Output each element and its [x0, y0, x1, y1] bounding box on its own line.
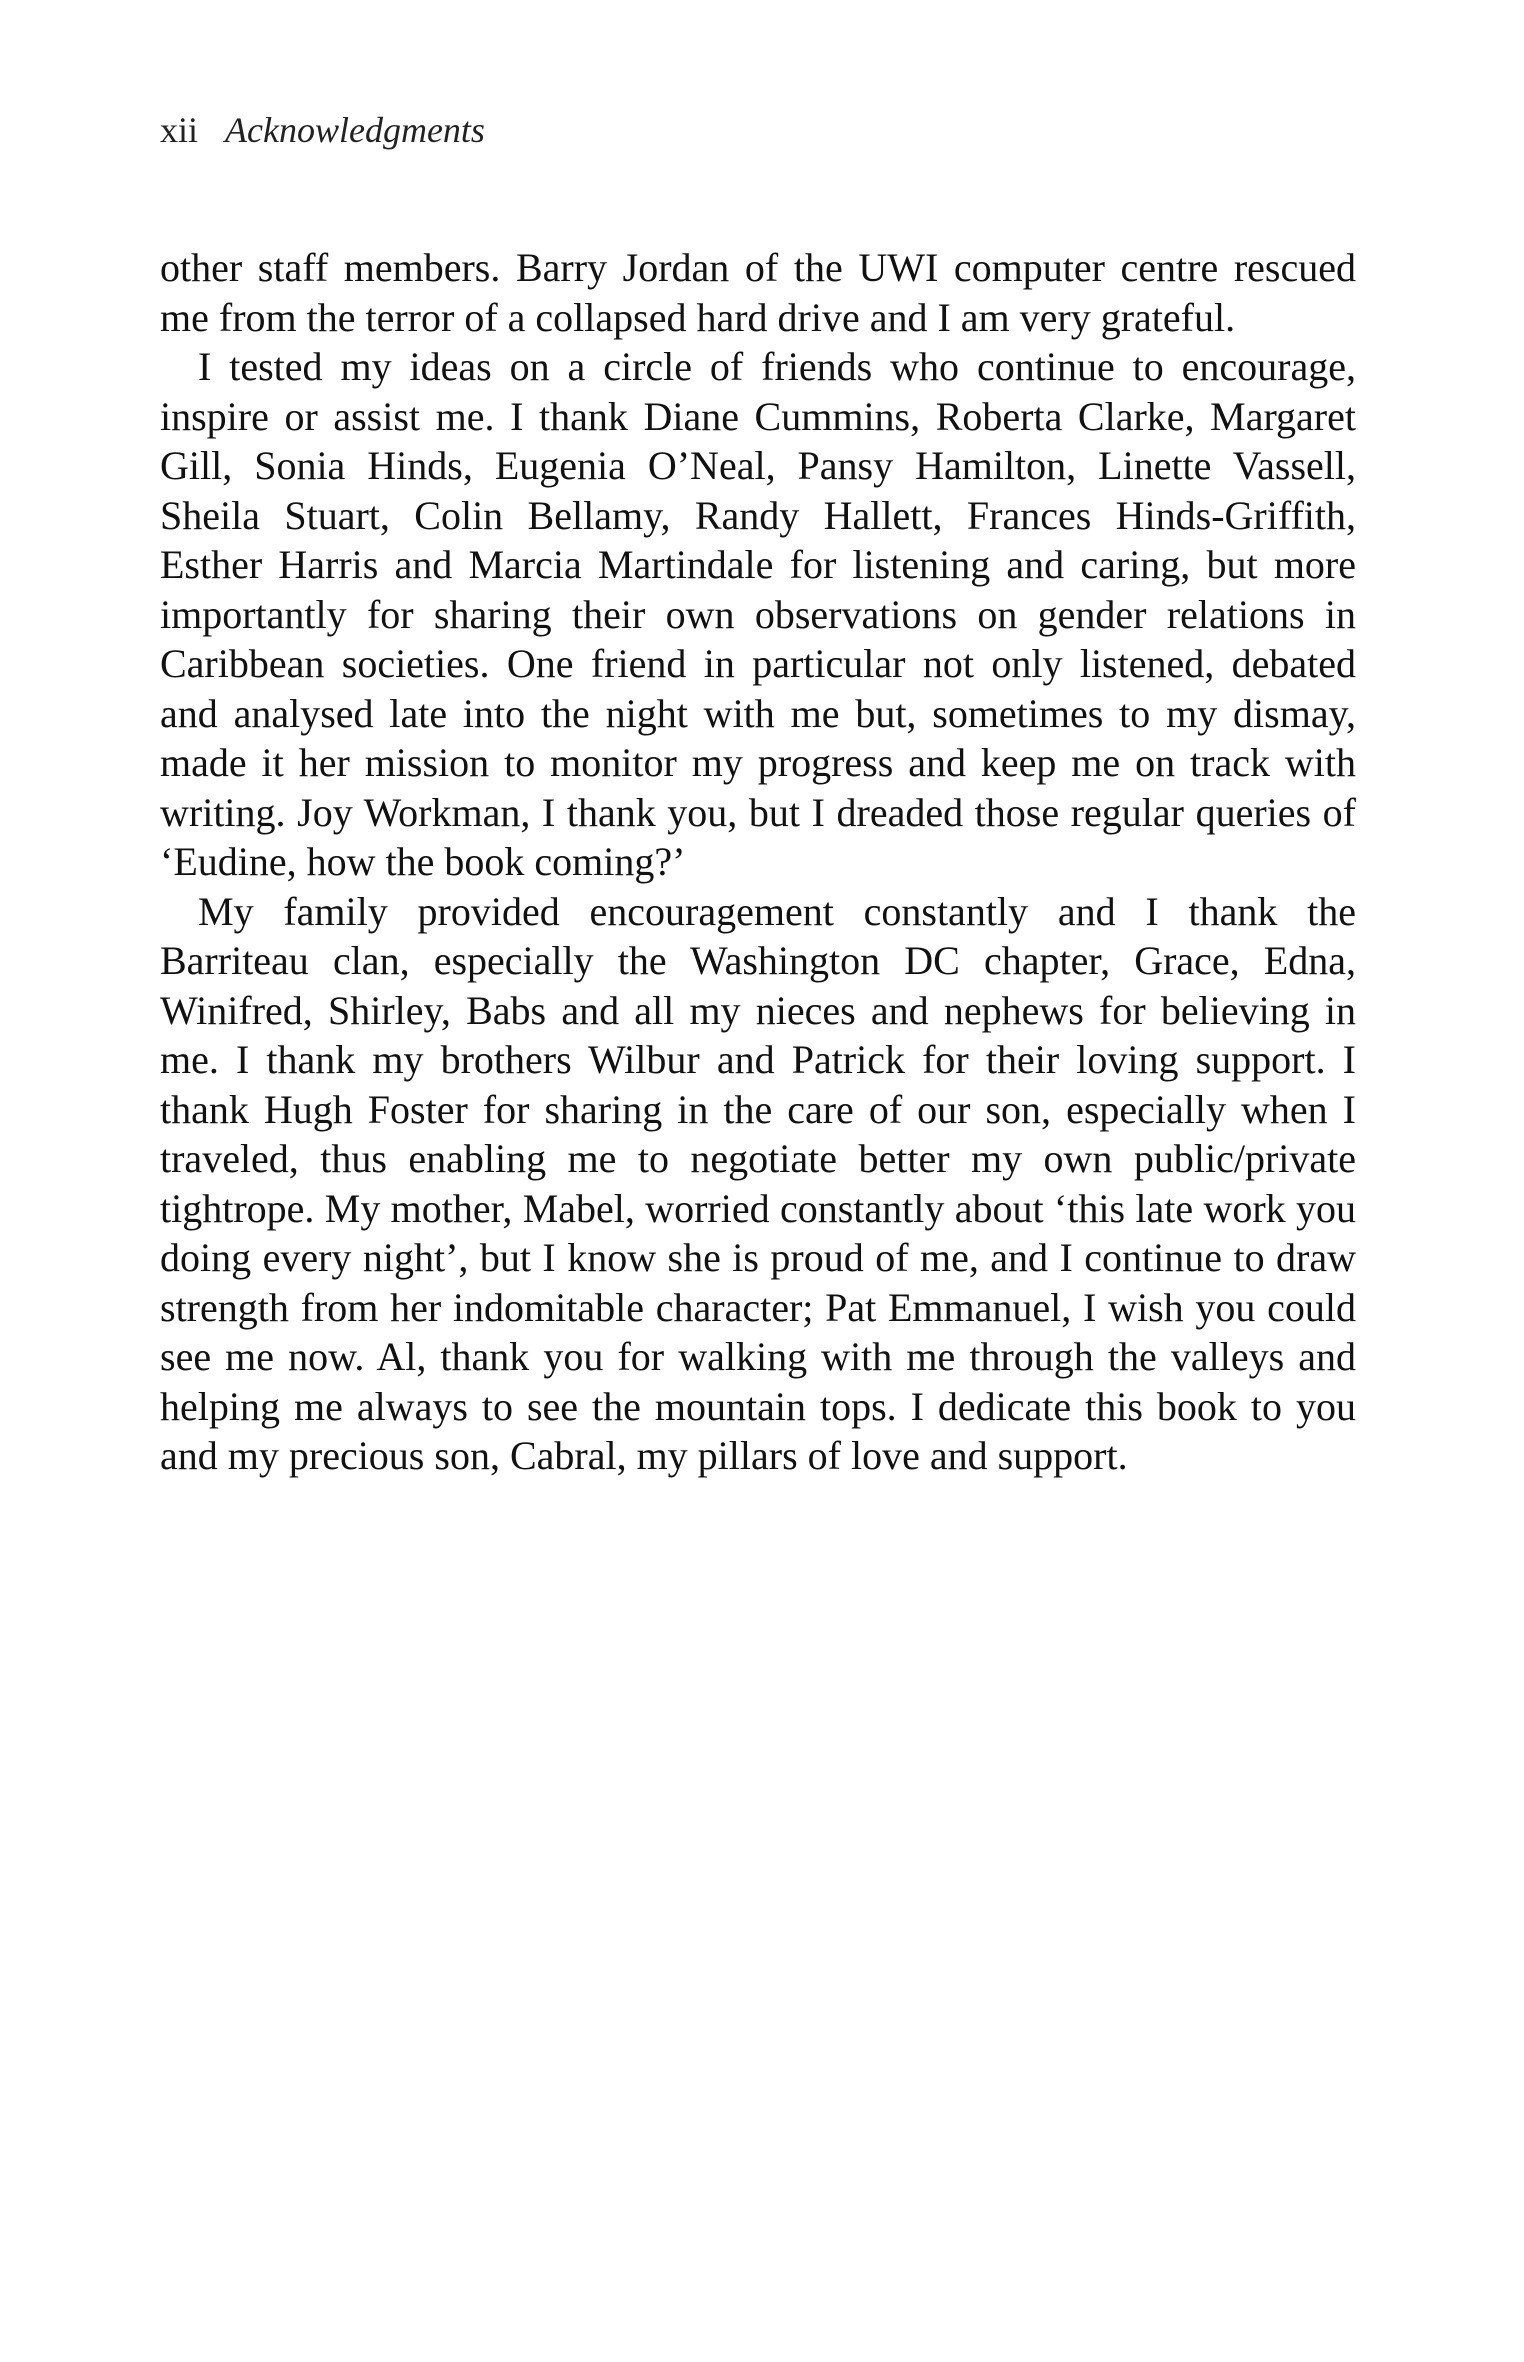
paragraph-continuation: other staff members. Barry Jordan of the UWI computer centre rescued me from the terror of a collapsed hard drive and I am very grateful.	[160, 245, 1356, 340]
body-text	[160, 243, 1356, 1481]
running-head-title: Acknowledgments	[225, 110, 485, 150]
paragraph-friends: I tested my ideas on a circle of friends who continue to encourage, inspire or assist me. I thank Diane Cummins, Roberta Clarke, Margaret Gill, Sonia Hinds, Eugenia O’Neal, Pansy Hamilton, Linette Vassell, Sheila Stuart, Colin Bellamy, Randy Hallett, Frances Hinds-Griffith, Esther Harris and Marcia Martindale for listening and caring, but more importantly for sharing their own observations on gender relations in Caribbean societies. One friend in particular not only listened, debated and analysed late into the night with me but, sometimes to my dismay, made it her mission to monitor my progress and keep me on track with writing. Joy Workman, I thank you, but I dreaded those regular queries of ‘Eudine, how the book coming?’	[160, 344, 1356, 884]
running-head	[160, 108, 485, 152]
paragraph-family: My family provided encouragement constantly and I thank the Barriteau clan, especially the Washington DC chapter, Grace, Edna, Winifred, Shirley, Babs and all my nieces and nephews for believing in me. I thank my brothers Wilbur and Patrick for their loving support. I thank Hugh Foster for sharing in the care of our son, especially when I traveled, thus enabling me to negotiate better my own public/private tightrope. My mother, Mabel, worried constantly about ‘this late work you doing every night’, but I know she is proud of me, and I continue to draw strength from her indomitable character; Pat Emmanuel, I wish you could see me now. Al, thank you for walking with me through the valleys and helping me always to see the mountain tops. I dedicate this book to you and my precious son, Cabral, my pillars of love and support.	[160, 888, 1356, 1478]
page-number: xii	[160, 110, 199, 150]
